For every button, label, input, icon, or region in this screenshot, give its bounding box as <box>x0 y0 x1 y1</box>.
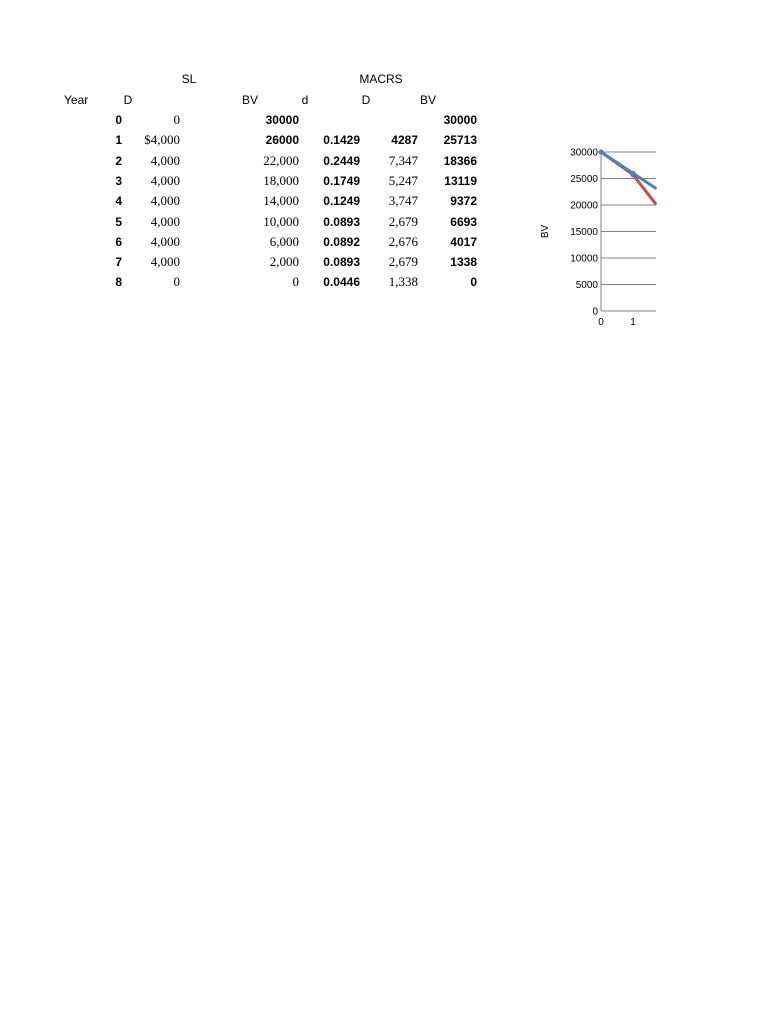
cell-macrs-rate: 0.1249 <box>323 194 360 208</box>
header-macrs-rate: d <box>301 93 309 107</box>
y-tick-label: 20000 <box>570 200 598 212</box>
cell-macrs-d: 2,679 <box>388 254 418 269</box>
cell-macrs-bv: 4017 <box>450 235 477 249</box>
cell-macrs-rate: 0.2449 <box>323 154 360 168</box>
header-sl-bv: BV <box>241 93 259 107</box>
cell-macrs-rate <box>310 113 360 127</box>
cell-macrs-bv: 25713 <box>443 133 477 147</box>
cell-year: 7 <box>115 255 122 269</box>
cell-macrs-rate: 0.0446 <box>323 275 360 289</box>
cell-macrs-d: 2,676 <box>388 234 418 249</box>
bv-chart-svg <box>530 140 768 340</box>
cell-macrs-bv: 9372 <box>450 194 477 208</box>
cell-macrs-bv: 1338 <box>450 255 477 269</box>
cell-sl-d: 4,000 <box>150 193 180 208</box>
y-tick-label: 25000 <box>570 174 598 185</box>
series-point <box>599 150 604 155</box>
cell-year: 0 <box>115 113 122 127</box>
series-line <box>601 152 655 188</box>
cell-year: 3 <box>115 174 122 188</box>
y-tick-label: 0 <box>592 306 598 318</box>
bv-chart <box>530 140 768 340</box>
cell-macrs-d: 7,347 <box>388 153 418 168</box>
cell-sl-d: 4,000 <box>150 234 180 249</box>
y-tick-label: 30000 <box>570 147 598 159</box>
cell-macrs-rate: 0.1429 <box>323 133 360 147</box>
cell-sl-bv: 10,000 <box>263 214 299 229</box>
cell-sl-bv: 2,000 <box>269 254 299 269</box>
cell-macrs-rate: 0.1749 <box>323 174 360 188</box>
cell-year: 6 <box>115 235 122 249</box>
cell-sl-bv: 26000 <box>265 133 299 147</box>
series-point <box>631 171 636 176</box>
cell-sl-bv: 6,000 <box>269 234 299 249</box>
y-tick-label: 15000 <box>570 227 598 238</box>
cell-sl-bv: 14,000 <box>263 193 299 208</box>
header-macrs: MACRS <box>359 72 403 86</box>
y-axis-label: BV <box>540 224 551 239</box>
y-tick-label: 10000 <box>570 253 598 265</box>
cell-macrs-d: 3,747 <box>388 193 418 208</box>
cell-macrs-d <box>360 113 418 127</box>
cell-macrs-rate: 0.0893 <box>323 215 360 229</box>
cell-sl-d: $4,000 <box>144 132 180 147</box>
cell-year: 5 <box>115 215 122 229</box>
cell-macrs-rate: 0.0893 <box>323 255 360 269</box>
cell-sl-d: 0 <box>173 112 180 127</box>
cell-sl-d: 4,000 <box>150 153 180 168</box>
cell-sl-bv: 30000 <box>265 113 299 127</box>
cell-macrs-bv: 30000 <box>443 113 477 127</box>
header-macrs-bv: BV <box>419 93 437 107</box>
cell-sl-d: 4,000 <box>150 254 180 269</box>
cell-year: 4 <box>115 194 122 208</box>
cell-sl-d: 0 <box>173 274 180 289</box>
cell-year: 8 <box>115 275 122 289</box>
cell-sl-d: 4,000 <box>150 173 180 188</box>
header-year: Year <box>64 93 89 107</box>
cell-sl-d: 4,000 <box>150 214 180 229</box>
x-tick-label: 0 <box>598 317 604 328</box>
header-sl: SL <box>181 72 197 86</box>
cell-macrs-d: 5,247 <box>388 173 418 188</box>
cell-year: 2 <box>115 154 122 168</box>
x-tick-label: 1 <box>630 317 636 328</box>
cell-macrs-d: 4287 <box>391 133 418 147</box>
cell-macrs-d: 2,679 <box>388 214 418 229</box>
cell-macrs-rate: 0.0892 <box>323 235 360 249</box>
cell-sl-bv: 22,000 <box>263 153 299 168</box>
series-line <box>601 152 655 203</box>
cell-macrs-bv: 18366 <box>443 154 477 168</box>
cell-year: 1 <box>115 133 122 147</box>
cell-macrs-bv: 6693 <box>450 215 477 229</box>
cell-sl-bv: 0 <box>292 274 299 289</box>
cell-macrs-d: 1,338 <box>388 274 418 289</box>
cell-macrs-bv: 0 <box>470 275 477 289</box>
header-macrs-d: D <box>361 93 371 107</box>
header-sl-d: D <box>123 93 133 107</box>
cell-sl-bv: 18,000 <box>263 173 299 188</box>
cell-macrs-bv: 13119 <box>444 174 477 188</box>
y-tick-label: 5000 <box>575 280 598 291</box>
